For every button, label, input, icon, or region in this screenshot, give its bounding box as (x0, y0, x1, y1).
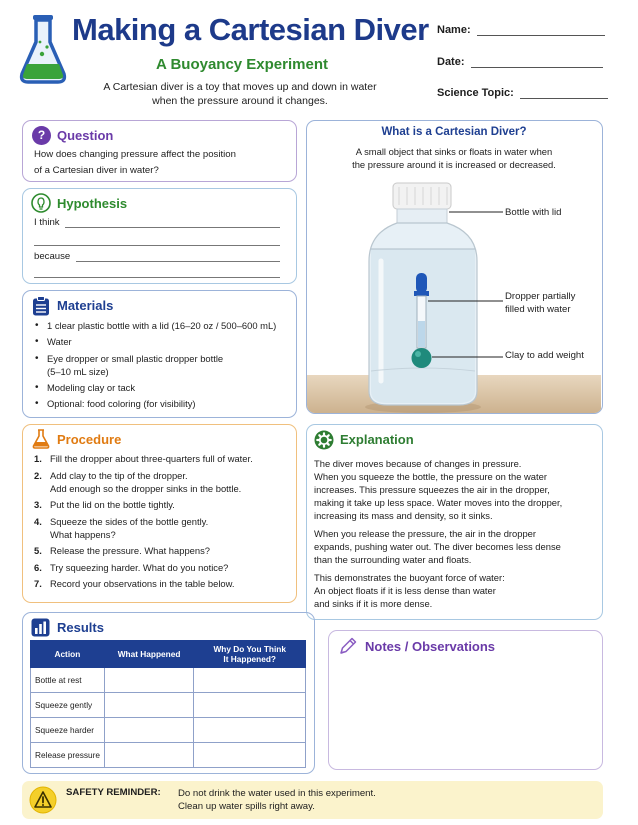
step-number: 2. (34, 469, 42, 481)
page-title: Making a Cartesian Diver (72, 12, 429, 47)
safety-label: SAFETY REMINDER: (66, 787, 161, 798)
header-line-2: It Happened? (223, 654, 276, 664)
step-number: 5. (34, 545, 42, 556)
row-label: Release pressure (31, 743, 105, 768)
text-line: An object floats if it is less dense than water (314, 585, 496, 596)
name-label: Name: (437, 24, 471, 36)
explanation-paragraph-1 (314, 457, 598, 522)
safety-text (178, 787, 376, 813)
cell-why[interactable] (194, 668, 306, 693)
label-dropper-line-2: filled with water (505, 304, 571, 315)
text-line: When you release the pressure, the air in the dropper (314, 528, 537, 539)
step-text: Fill the dropper about three-quarters full of water. (50, 453, 253, 464)
question-title: Question (57, 128, 114, 143)
name-line[interactable] (477, 25, 605, 36)
header-line-1: Why Do You Think (213, 644, 286, 654)
materials-list (34, 319, 294, 413)
column-header-what-happened: What Happened (104, 641, 194, 668)
list-item: • Water (34, 335, 294, 348)
list-item: • Modeling clay or tack (34, 381, 294, 394)
text-line: than the surrounding water and floats. (314, 554, 472, 565)
page-subtitle: A Buoyancy Experiment (156, 56, 328, 73)
bottle-diagram (307, 121, 601, 414)
list-item: • 1 clear plastic bottle with a lid (16–20 oz / 500–600 mL) (34, 319, 294, 332)
diver-desc-line-2: the pressure around it is increased or decreased. (352, 159, 556, 170)
step-number: 4. (34, 515, 42, 527)
step-number: 6. (34, 561, 42, 573)
step-text-2: What happens? (50, 528, 116, 540)
cell-what-happened[interactable] (104, 693, 194, 718)
materials-box (22, 290, 297, 418)
text-line: increases. This pressure squeezes the air in the dropper, (314, 484, 550, 495)
list-item: • Optional: food coloring (for visibility) (34, 397, 294, 410)
diver-desc-line-1: A small object that sinks or floats in water when (355, 146, 553, 157)
safety-line-2: Clean up water spills right away. (178, 801, 315, 812)
intro-line-1: A Cartesian diver is a toy that moves up and down in water (103, 81, 377, 93)
text-line: The diver moves because of changes in pressure. (314, 458, 522, 469)
row-label: Squeeze harder (31, 718, 105, 743)
hypothesis-prompt-think: I think (34, 217, 60, 228)
pencil-icon (338, 636, 358, 656)
cell-what-happened[interactable] (104, 743, 194, 768)
date-line[interactable] (471, 57, 603, 68)
list-item (34, 561, 296, 574)
flask-logo-icon (16, 12, 70, 86)
explanation-title: Explanation (340, 432, 414, 447)
table-row (31, 693, 306, 718)
row-label: Squeeze gently (31, 693, 105, 718)
cell-why[interactable] (194, 693, 306, 718)
bar-chart-icon (31, 618, 50, 637)
list-item (34, 452, 296, 465)
table-header-row (31, 641, 306, 668)
explanation-paragraph-3 (314, 571, 598, 610)
hypothesis-line-1[interactable] (65, 227, 280, 228)
diver-title: What is a Cartesian Diver? (381, 126, 527, 138)
text-line: This demonstrates the buoyant force of water: (314, 572, 505, 583)
cell-why[interactable] (194, 743, 306, 768)
step-number: 1. (34, 453, 42, 464)
question-line-2: of a Cartesian diver in water? (34, 165, 159, 176)
step-text: Squeeze the sides of the bottle gently. (50, 515, 209, 527)
list-item (34, 577, 296, 590)
list-item (34, 498, 296, 511)
science-topic-label: Science Topic: (437, 87, 514, 99)
step-text: Try squeezing harder. What do you notice? (50, 561, 229, 573)
step-text-2: Add enough so the dropper sinks in the bottle. (50, 482, 242, 494)
text-line: expands, pushing water out. The diver becomes less dense (314, 541, 561, 552)
notes-title: Notes / Observations (365, 639, 496, 654)
cell-what-happened[interactable] (104, 668, 194, 693)
science-topic-field[interactable] (437, 87, 608, 99)
gear-icon (314, 430, 334, 450)
results-title: Results (57, 620, 104, 635)
list-item (34, 515, 296, 541)
hypothesis-box (22, 188, 297, 284)
column-header-why (194, 641, 306, 668)
warning-icon (29, 786, 57, 814)
step-number: 3. (34, 499, 42, 510)
table-row (31, 718, 306, 743)
step-text: Record your observations in the table below. (50, 578, 235, 589)
question-mark-icon: ? (32, 126, 51, 145)
question-line-1: How does changing pressure affect the position (34, 149, 236, 160)
notes-box[interactable] (328, 630, 603, 770)
clipboard-list-icon (32, 296, 50, 316)
procedure-box (22, 424, 297, 603)
procedure-steps (34, 452, 296, 594)
cell-why[interactable] (194, 718, 306, 743)
step-number: 7. (34, 578, 42, 589)
lightbulb-icon (31, 193, 51, 215)
label-dropper-line-1: Dropper partially (505, 291, 576, 302)
hypothesis-line-4[interactable] (34, 277, 280, 278)
cell-what-happened[interactable] (104, 718, 194, 743)
explanation-box (306, 424, 603, 620)
list-item (34, 469, 296, 495)
explanation-paragraph-2 (314, 527, 598, 566)
explanation-text (314, 457, 598, 615)
step-text: Put the lid on the bottle tightly. (50, 499, 175, 510)
hypothesis-prompt-because: because (34, 251, 71, 262)
hypothesis-line-3[interactable] (76, 261, 280, 262)
materials-title: Materials (57, 298, 114, 313)
beaker-icon (32, 429, 50, 449)
results-table (30, 640, 306, 768)
hypothesis-line-2[interactable] (34, 245, 280, 246)
safety-line-1: Do not drink the water used in this experiment. (178, 788, 376, 799)
text-line: When you squeeze the bottle, the pressure on the water (314, 471, 547, 482)
date-label: Date: (437, 56, 465, 68)
name-field[interactable] (437, 24, 605, 36)
column-header-action: Action (31, 641, 105, 668)
question-box (22, 120, 297, 182)
list-item-text: Eye dropper or small plastic dropper bottle (47, 352, 224, 364)
diver-diagram-box (306, 120, 603, 414)
table-row (31, 743, 306, 768)
label-bottle-with-lid: Bottle with lid (505, 207, 562, 218)
step-text: Release the pressure. What happens? (50, 545, 210, 556)
row-label: Bottle at rest (31, 668, 105, 693)
table-row (31, 668, 306, 693)
procedure-title: Procedure (57, 432, 122, 447)
hypothesis-title: Hypothesis (57, 196, 128, 211)
safety-reminder-banner (22, 781, 603, 819)
label-dropper (505, 290, 575, 316)
results-box (22, 612, 315, 774)
list-item (34, 544, 296, 557)
step-text: Add clay to the tip of the dropper. (50, 469, 188, 481)
text-line: and sinks if it is more dense. (314, 598, 433, 609)
list-item-subtext: (5–10 mL size) (47, 365, 109, 377)
date-field[interactable] (437, 56, 603, 68)
list-item (34, 352, 294, 378)
text-line: making it take up less space. Water moves into the dropper, (314, 497, 563, 508)
intro-line-2: when the pressure around it changes. (152, 95, 328, 107)
intro-text (90, 80, 390, 108)
text-line: increasing its mass and density, so it sinks. (314, 510, 493, 521)
label-clay: Clay to add weight (505, 350, 584, 361)
science-topic-line[interactable] (520, 88, 608, 99)
